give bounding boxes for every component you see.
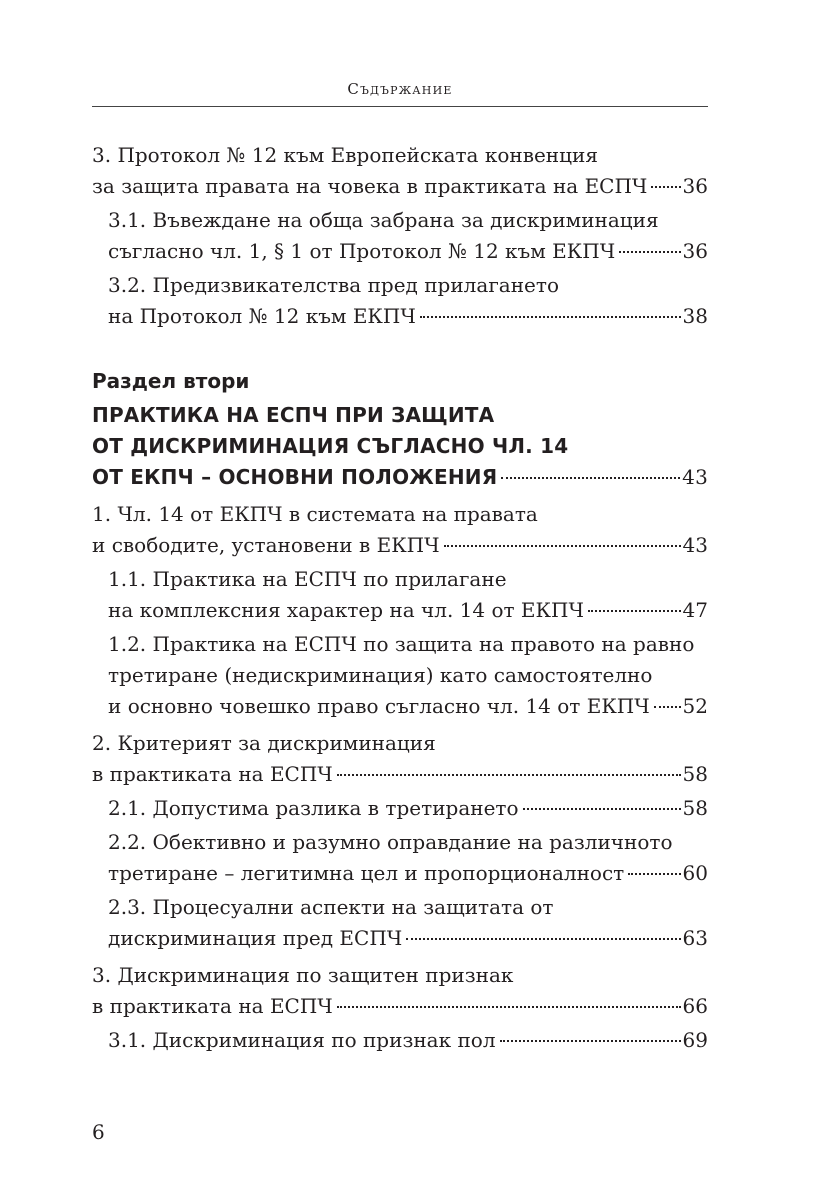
toc-page-number: 52 [682,694,708,718]
toc-entry [92,564,708,626]
toc-entry [92,499,708,561]
toc-entry-last-line [92,991,708,1022]
toc-entry-line: 3.1. Дискриминация по признак пол [108,1028,496,1052]
toc-entry-last-line [108,793,708,824]
toc-entries-before [92,140,708,332]
dot-leader [406,938,680,940]
toc-page-number: 43 [682,533,708,557]
toc-entry-line: третиране – легитимна цел и пропорционалност [108,861,625,885]
toc-page-number: 36 [682,239,708,263]
section-title-line: ОТ ЕКПЧ – ОСНОВНИ ПОЛОЖЕНИЯ [92,465,498,489]
toc-entry [92,629,708,722]
toc-entry-line: 1.2. Практика на ЕСПЧ по защита на правото на равно [108,632,695,656]
toc-entry-last-line [108,691,708,722]
dot-leader [501,477,680,479]
toc-entry-line: третиране (недискриминация) като самостоятелно [108,663,653,687]
toc-entries-after [92,499,708,1056]
toc-entry [92,793,708,824]
toc-entry-line: в практиката на ЕСПЧ [92,762,333,786]
toc-entry [92,960,708,1022]
toc-entry-last-line [108,923,708,954]
header-rule [92,106,708,107]
toc-page-number: 58 [682,796,708,820]
toc-entry-line: дискриминация пред ЕСПЧ [108,926,403,950]
toc-entry-line: и свободите, установени в ЕКПЧ [92,533,440,557]
toc-entry-last-line [92,530,708,561]
dot-leader [619,251,680,253]
dot-leader [444,545,681,547]
running-head: Съдържание [347,80,453,98]
dot-leader [628,873,680,875]
dot-leader [588,610,681,612]
toc-entry [92,205,708,267]
toc-page-number: 69 [682,1028,708,1052]
toc-entry-last-line [108,301,708,332]
toc-entry-last-line [92,759,708,790]
section-title-last-line [92,462,708,493]
toc-entry-line: 2.1. Допустима разлика в третирането [108,796,519,820]
toc-entry-line: за защита правата на човека в практиката на ЕСПЧ [92,174,648,198]
dot-leader [337,1006,681,1008]
toc-entry-line: в практиката на ЕСПЧ [92,994,333,1018]
toc-page-number: 47 [682,598,708,622]
toc-page-number: 63 [682,926,708,950]
toc-entry-line: 1.1. Практика на ЕСПЧ по прилагане [108,567,507,591]
toc-entry-line: 3.2. Предизвикателства пред прилагането [108,273,559,297]
toc-entry [92,140,708,202]
toc-entry-line: 1. Чл. 14 от ЕКПЧ в системата на правата [92,502,538,526]
toc-page-number: 66 [682,994,708,1018]
toc-page-number: 38 [682,304,708,328]
dot-leader [651,186,680,188]
toc-entry [92,1025,708,1056]
toc-entry [92,892,708,954]
toc-entry-line: на комплексния характер на чл. 14 от ЕКПЧ [108,598,584,622]
dot-leader [337,774,681,776]
dot-leader [500,1040,681,1042]
toc-entry [92,827,708,889]
section-label: Раздел втори [92,369,250,393]
toc-entry-last-line [92,171,708,202]
toc-entry-last-line [108,1025,708,1056]
toc-entry-line: на Протокол № 12 към ЕКПЧ [108,304,416,328]
table-of-contents [92,140,708,1056]
toc-entry-last-line [108,858,708,889]
dot-leader [523,808,681,810]
toc-entry-last-line [108,236,708,267]
dot-leader [654,706,681,708]
toc-entry-line: 2.2. Обективно и разумно оправдание на различното [108,830,673,854]
toc-entry-line: и основно човешко право съгласно чл. 14 от ЕКПЧ [108,694,650,718]
toc-entry-line: 3. Протокол № 12 към Европейската конвенция [92,143,598,167]
toc-entry-line: съгласно чл. 1, § 1 от Протокол № 12 към ЕКПЧ [108,239,616,263]
section-title-line: ПРАКТИКА НА ЕСПЧ ПРИ ЗАЩИТА [92,403,495,427]
section-title [92,400,708,493]
toc-entry [92,270,708,332]
toc-entry [92,728,708,790]
toc-entry-line: 2.3. Процесуални аспекти на защитата от [108,895,554,919]
page-number: 6 [92,1120,105,1144]
toc-entry-line: 2. Критерият за дискриминация [92,731,436,755]
toc-entry-line: 3. Дискриминация по защитен признак [92,963,514,987]
toc-page-number: 60 [682,861,708,885]
toc-page-number: 36 [682,174,708,198]
section-page-number: 43 [682,465,708,489]
dot-leader [420,316,681,318]
section-title-line: ОТ ДИСКРИМИНАЦИЯ СЪГЛАСНО ЧЛ. 14 [92,434,569,458]
toc-entry-last-line [108,595,708,626]
toc-page-number: 58 [682,762,708,786]
toc-entry-line: 3.1. Въвеждане на обща забрана за дискриминация [108,208,659,232]
